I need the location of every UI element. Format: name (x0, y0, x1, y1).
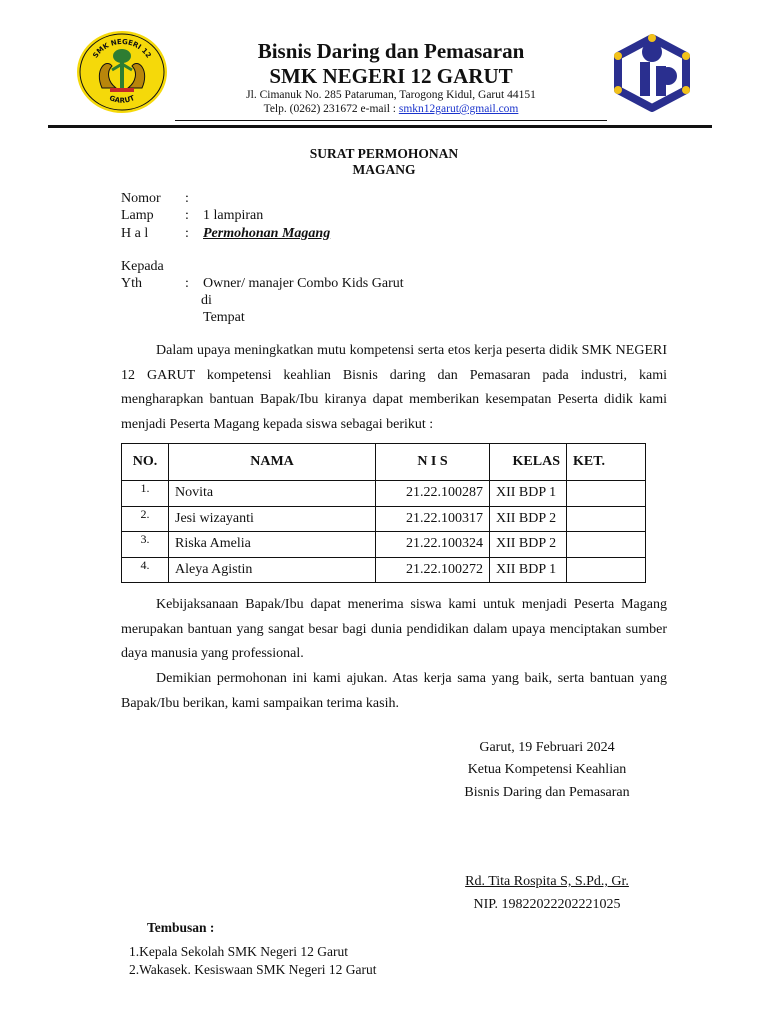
cell-no: 1. (122, 481, 169, 507)
col-header-kelas: KELAS (490, 444, 567, 481)
letterhead-address: Jl. Cimanuk No. 285 Pataruman, Tarogong Kidul, Garut 44151 (246, 89, 536, 101)
cell-kelas: XII BDP 2 (490, 532, 567, 558)
col-header-no: NO. (122, 444, 169, 481)
cell-no: 4. (122, 557, 169, 583)
cell-ket (567, 532, 646, 558)
hal-label: H a l (121, 226, 149, 241)
tembusan-item: Kepala Sekolah SMK Negeri 12 Garut (139, 944, 348, 959)
letterhead-school-name: SMK NEGERI 12 GARUT (269, 64, 513, 88)
cell-nis: 21.22.100317 (376, 506, 490, 532)
list-item (129, 944, 348, 960)
signer-name: Rd. Tita Rospita S, S.Pd., Gr. (465, 874, 629, 889)
student-table (121, 443, 646, 583)
cell-ket (567, 557, 646, 583)
cell-nama: Novita (169, 481, 376, 507)
hal-value: Permohonan Magang (203, 226, 331, 241)
letterhead-contact (175, 103, 607, 115)
col-header-ket: KET. (567, 444, 646, 481)
tembusan-item: Wakasek. Kesiswaan SMK Negeri 12 Garut (139, 962, 377, 977)
emblem-text-top: SMK NEGERI 12 (91, 37, 153, 60)
col-header-nis: N I S (376, 444, 490, 481)
closing-paragraph: Demikian permohonan ini kami ajukan. Atas kerja sama yang baik, serta bantuan yang Bapak/Ibu berikan, kami sampaikan terima kasih. (121, 671, 667, 711)
cell-nama: Riska Amelia (169, 532, 376, 558)
list-item (129, 962, 376, 978)
phone-text: Telp. (0262) 231672 e-mail : (263, 103, 399, 115)
cell-kelas: XII BDP 1 (490, 481, 567, 507)
cell-kelas: XII BDP 2 (490, 506, 567, 532)
yth-colon: : (185, 276, 189, 291)
lamp-label: Lamp (121, 208, 154, 223)
letterhead-thin-rule (175, 120, 607, 121)
nomor-label: Nomor (121, 191, 161, 206)
school-emblem-logo (76, 30, 168, 114)
letterhead-thick-rule (48, 125, 712, 128)
list-marker: 1. (129, 944, 140, 959)
recipient-place: Tempat (203, 310, 245, 325)
tembusan-label: Tembusan : (147, 920, 215, 935)
emblem-text-bottom: GARUT (108, 94, 136, 105)
intro-paragraph: Dalam upaya meningkatkan mutu kompetensi serta etos kerja peserta didik SMK NEGERI 12 GARUT kompetensi keahlian Bisnis daring dan Pemasaran pada industri, kami mengharapkan bantuan Bapak/Ibu kiranya dapat memberikan kesempatan Peserta didik kami menjadi Peserta Magang kepada siswa sebagai berikut : (121, 343, 667, 432)
cell-no: 3. (122, 532, 169, 558)
letter-title: SURAT PERMOHONAN (309, 146, 459, 161)
lamp-colon: : (185, 208, 189, 223)
kepada-label: Kepada (121, 259, 164, 274)
cell-ket (567, 506, 646, 532)
hal-colon: : (185, 226, 189, 241)
cell-nis: 21.22.100287 (376, 481, 490, 507)
table-row (122, 532, 646, 558)
lamp-value: 1 lampiran (203, 208, 264, 223)
cell-nama: Jesi wizayanti (169, 506, 376, 532)
cell-no: 2. (122, 506, 169, 532)
cell-nis: 21.22.100324 (376, 532, 490, 558)
recipient-name: Owner/ manajer Combo Kids Garut (203, 276, 404, 291)
table-row (122, 506, 646, 532)
letterhead-department: Bisnis Daring dan Pemasaran (257, 39, 525, 63)
cell-nama: Aleya Agistin (169, 557, 376, 583)
signer-nip: NIP. 19822022202221025 (473, 897, 621, 912)
signer-role-2: Bisnis Daring dan Pemasaran (464, 785, 630, 800)
nomor-colon: : (185, 191, 189, 206)
col-header-nama: NAMA (169, 444, 376, 481)
yth-label: Yth (121, 276, 142, 291)
cell-nis: 21.22.100272 (376, 557, 490, 583)
table-row (122, 557, 646, 583)
email-link[interactable]: smkn12garut@gmail.com (398, 103, 519, 115)
recipient-di: di (201, 293, 212, 308)
bdp-program-logo (610, 32, 694, 112)
table-row (122, 481, 646, 507)
cell-ket (567, 481, 646, 507)
table-header-row (122, 444, 646, 481)
list-marker: 2. (129, 962, 140, 977)
signer-role-1: Ketua Kompetensi Keahlian (467, 762, 627, 777)
place-date: Garut, 19 Februari 2024 (479, 740, 615, 755)
policy-paragraph: Kebijaksanaan Bapak/Ibu dapat menerima siswa kami untuk menjadi Peserta Magang merupakan bantuan yang sangat besar bagi dunia pendidikan dalam upaya menciptakan sumber daya manusia yang professional. (121, 597, 667, 661)
letter-subtitle: MAGANG (352, 162, 416, 177)
cell-kelas: XII BDP 1 (490, 557, 567, 583)
